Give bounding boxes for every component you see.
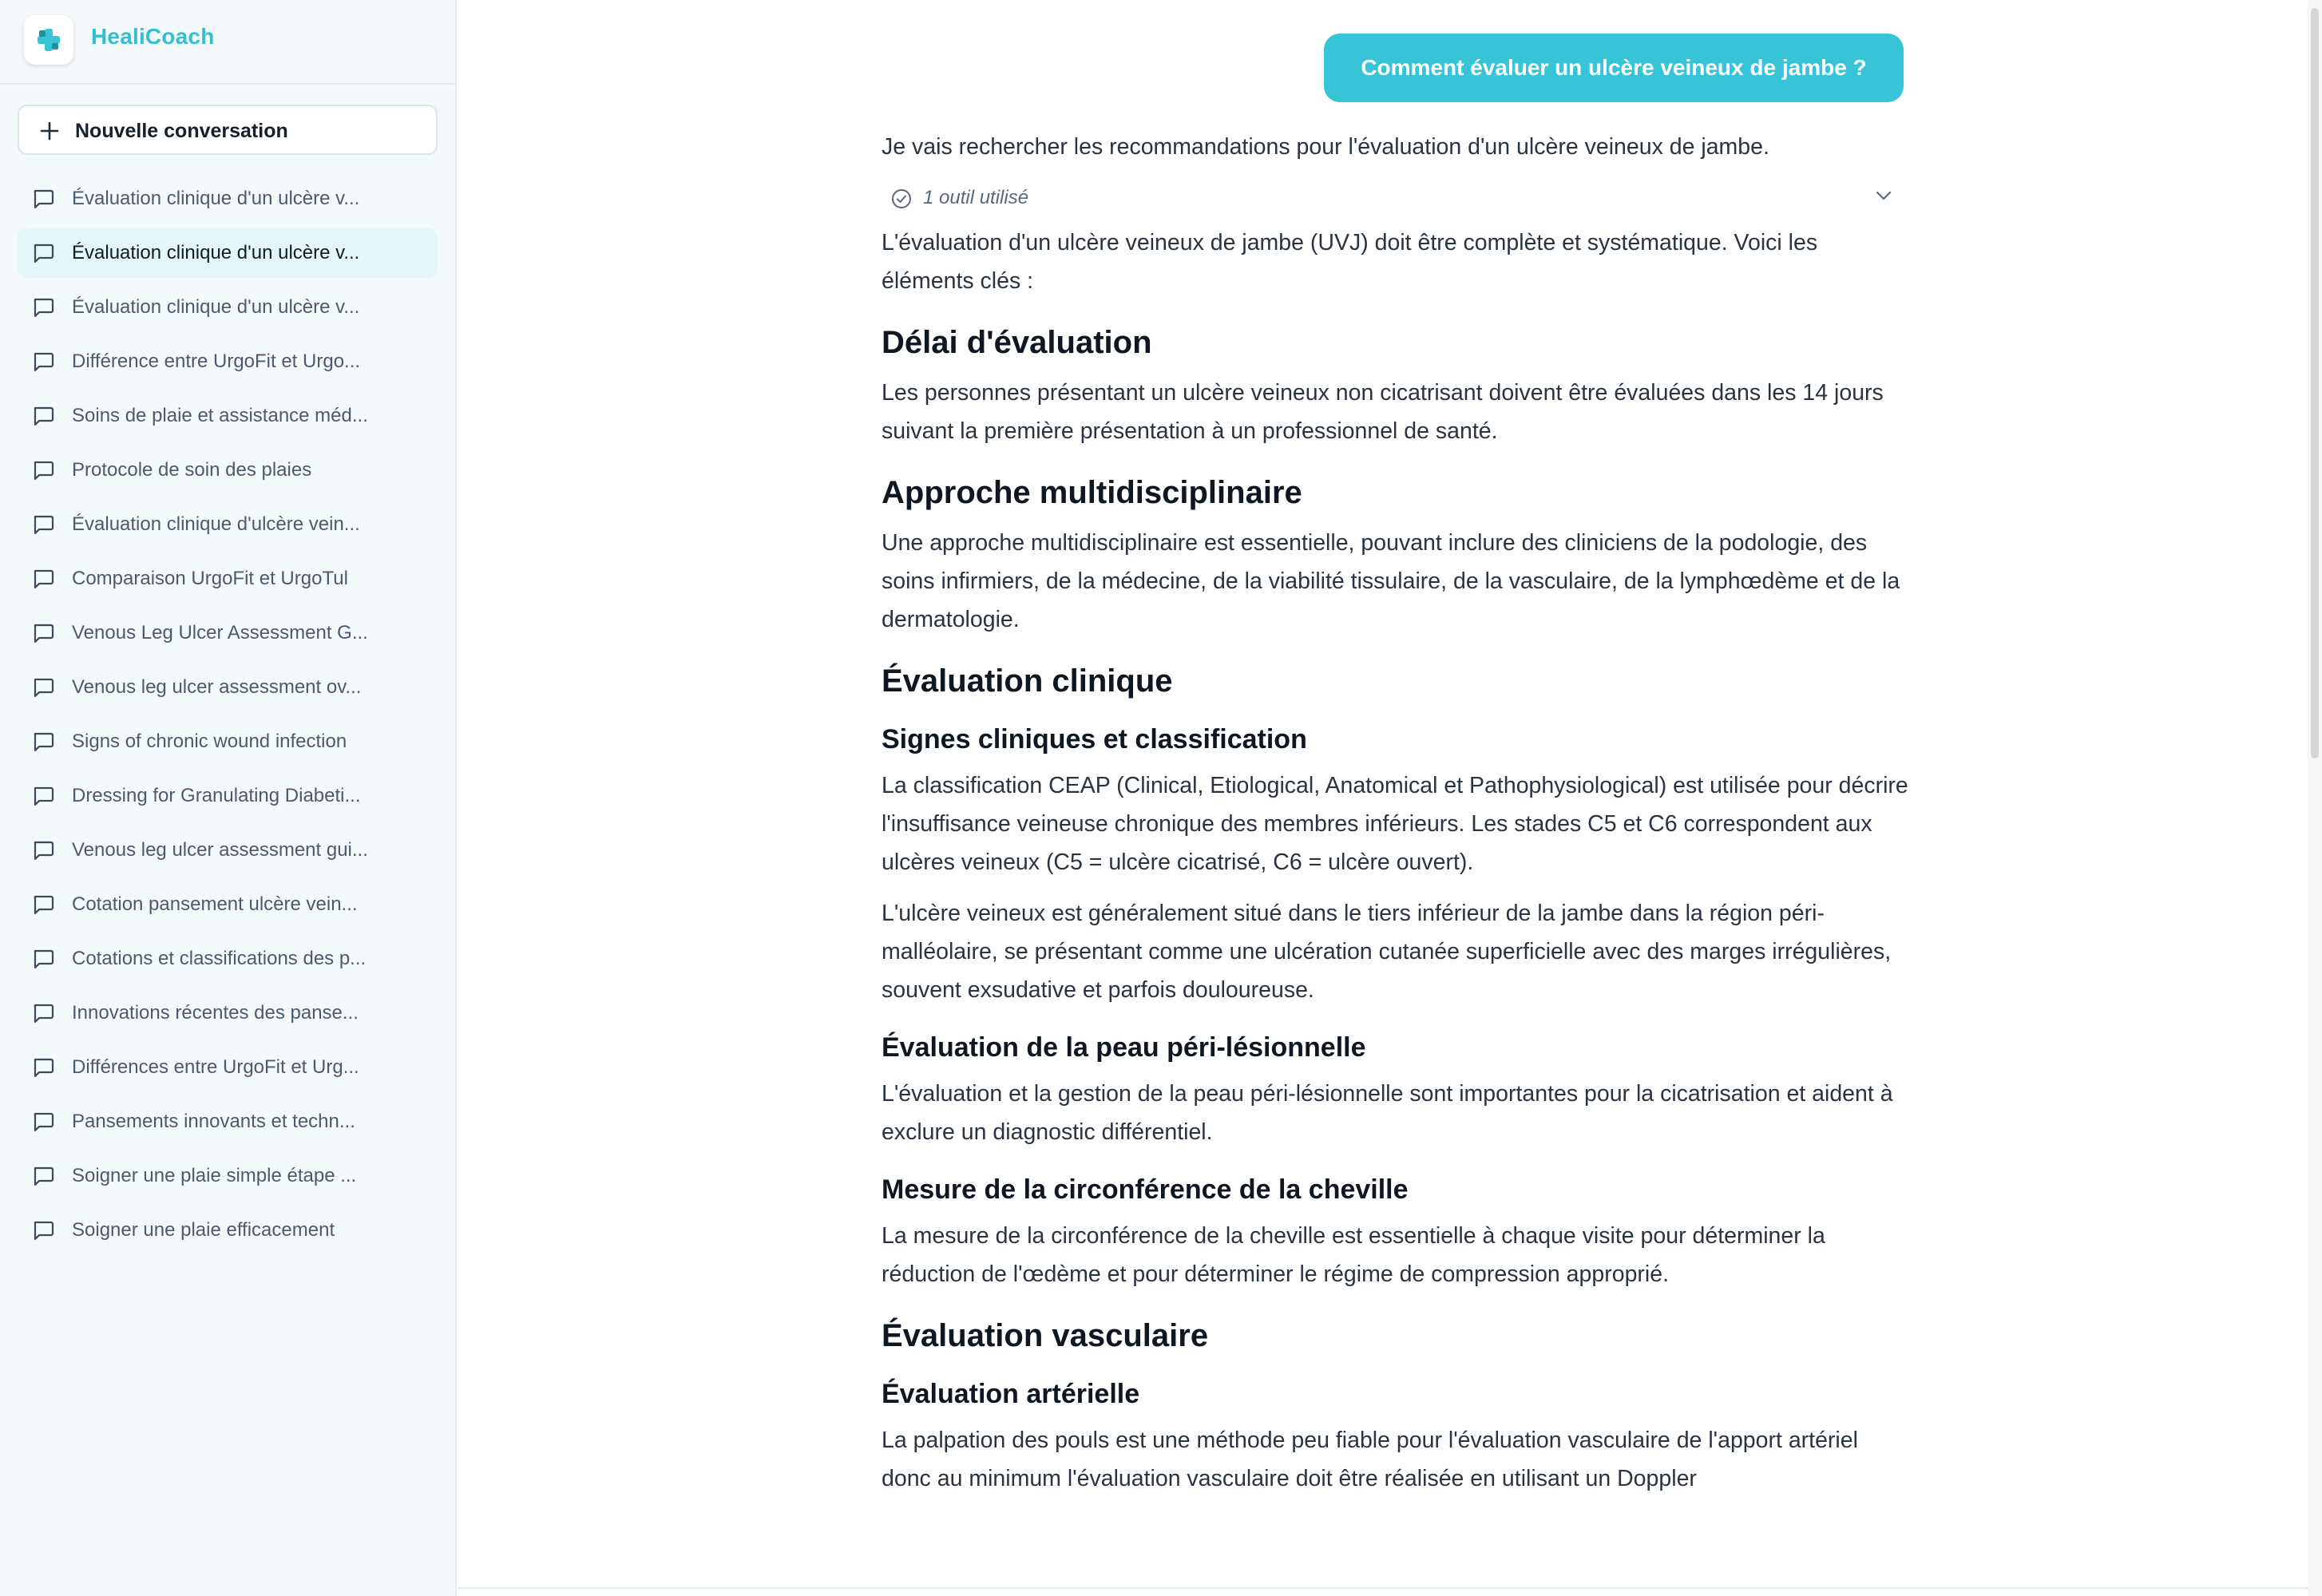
answer-lead: L'évaluation d'un ulcère veineux de jambe (UVJ) doit être complète et systématique. Voici les éléments clés : <box>882 230 1818 294</box>
new-conversation-button[interactable] <box>18 105 438 155</box>
conversation-item[interactable] <box>18 717 438 766</box>
section-heading-multidisciplinaire: Approche multidisciplinaire <box>882 475 1302 510</box>
conversation-item[interactable] <box>18 283 438 332</box>
conversation-title: Évaluation clinique d'un ulcère v... <box>72 188 360 209</box>
conversation-title: Pansements innovants et techn... <box>72 1111 355 1132</box>
conversation-list <box>18 174 438 1260</box>
conversation-item[interactable] <box>18 228 438 278</box>
assistant-answer <box>882 128 1912 1511</box>
chat-bubble-icon <box>32 894 54 915</box>
subsection-text-signes-2: L'ulcère veineux est généralement situé dans le tiers inférieur de la jambe dans la région péri-malléolaire, se présentant comme une ulcération cutanée superficielle avec des marges irrégulières, souvent exsudative et parfois douloureuse. <box>882 901 1892 1003</box>
conversation-title: Différence entre UrgoFit et Urgo... <box>72 350 361 372</box>
subsection-heading-arterielle: Évaluation artérielle <box>882 1379 1140 1409</box>
chat-bubble-icon <box>32 840 54 861</box>
conversation-title: Soigner une plaie efficacement <box>72 1219 335 1241</box>
chat-bubble-icon <box>32 677 54 698</box>
app-name: HealiCoach <box>91 24 215 49</box>
chat-area <box>458 0 2322 1596</box>
conversation-item[interactable] <box>18 880 438 929</box>
chat-bubble-icon <box>32 188 54 209</box>
conversation-title: Évaluation clinique d'un ulcère v... <box>72 242 360 263</box>
brand-header <box>0 0 455 85</box>
tool-usage-label: 1 outil utilisé <box>923 187 1029 208</box>
subsection-heading-signes: Signes cliniques et classification <box>882 724 1307 754</box>
chat-bubble-icon <box>32 786 54 806</box>
conversation-item[interactable] <box>18 988 438 1038</box>
chat-bubble-icon <box>32 1166 54 1186</box>
conversation-title: Comparaison UrgoFit et UrgoTul <box>72 568 348 589</box>
conversation-title: Soigner une plaie simple étape ... <box>72 1165 357 1186</box>
check-circle-icon <box>891 188 912 209</box>
plus-icon <box>38 120 61 142</box>
sidebar <box>0 0 457 1596</box>
subsection-text-peau: L'évaluation et la gestion de la peau péri-lésionnelle sont importantes pour la cicatrisation et aident à exclure un diagnostic différentiel. <box>882 1081 1893 1145</box>
conversation-item[interactable] <box>18 391 438 441</box>
conversation-item[interactable] <box>18 1097 438 1147</box>
conversation-title: Dressing for Granulating Diabeti... <box>72 785 361 806</box>
chat-bubble-icon <box>32 514 54 535</box>
answer-intro: Je vais rechercher les recommandations pour l'évaluation d'un ulcère veineux de jambe. <box>882 134 1769 160</box>
conversation-title: Soins de plaie et assistance méd... <box>72 405 368 426</box>
chat-bubble-icon <box>32 351 54 372</box>
healicoach-logo-icon <box>36 27 61 53</box>
chat-bubble-icon <box>32 1220 54 1241</box>
conversation-title: Cotation pansement ulcère vein... <box>72 893 358 915</box>
section-heading-evaluation-clinique: Évaluation clinique <box>882 663 1173 699</box>
chat-bubble-icon <box>32 406 54 426</box>
subsection-heading-mesure: Mesure de la circonférence de la cheville <box>882 1174 1409 1205</box>
conversation-item[interactable] <box>18 500 438 549</box>
conversation-item[interactable] <box>18 337 438 386</box>
conversation-title: Évaluation clinique d'ulcère vein... <box>72 513 360 535</box>
user-message-bubble: Comment évaluer un ulcère veineux de jambe ? <box>1324 34 1904 102</box>
chat-bubble-icon <box>32 297 54 318</box>
conversation-title: Signs of chronic wound infection <box>72 731 347 752</box>
chat-bubble-icon <box>32 243 54 263</box>
conversation-title: Venous Leg Ulcer Assessment G... <box>72 622 368 644</box>
conversation-item[interactable] <box>18 826 438 875</box>
chat-bubble-icon <box>32 731 54 752</box>
section-text-multidisciplinaire: Une approche multidisciplinaire est essentielle, pouvant inclure des cliniciens de la podologie, des soins infirmiers, de la médecine, de la viabilité tissulaire, de la vasculaire, de la lymphœdème et de la dermatologie. <box>882 530 1900 632</box>
conversation-item[interactable] <box>18 554 438 604</box>
conversation-item[interactable] <box>18 934 438 984</box>
tool-usage-toggle[interactable] <box>882 179 1912 214</box>
subsection-heading-peau: Évaluation de la peau péri-lésionnelle <box>882 1032 1366 1063</box>
conversation-item[interactable] <box>18 174 438 224</box>
conversation-item[interactable] <box>18 1206 438 1255</box>
conversation-title: Venous leg ulcer assessment ov... <box>72 676 362 698</box>
chat-bubble-icon <box>32 1057 54 1078</box>
app-logo[interactable] <box>24 15 73 65</box>
conversation-item[interactable] <box>18 1151 438 1201</box>
subsection-text-arterielle: La palpation des pouls est une méthode peu fiable pour l'évaluation vasculaire de l'apport artériel donc au minimum l'évaluation vasculaire doit être réalisée en utilisant un Doppler <box>882 1428 1858 1491</box>
subsection-text-signes-1: La classification CEAP (Clinical, Etiological, Anatomical et Pathophysiological) est utilisée pour décrire l'insuffisance veineuse chronique des membres inférieurs. Les stades C5 et C6 correspondent aux ulcères veineux (C5 = ulcère cicatrisé, C6 = ulcère ouvert). <box>882 773 1908 875</box>
chat-bubble-icon <box>32 460 54 481</box>
conversation-title: Innovations récentes des panse... <box>72 1002 359 1024</box>
conversation-title: Protocole de soin des plaies <box>72 459 312 481</box>
chat-bubble-icon <box>32 1111 54 1132</box>
scrollbar[interactable] <box>2308 0 2322 1596</box>
conversation-item[interactable] <box>18 1043 438 1092</box>
new-conversation-label: Nouvelle conversation <box>75 120 288 142</box>
composer-top-border <box>458 1587 2322 1589</box>
conversation-item[interactable] <box>18 771 438 821</box>
chat-bubble-icon <box>32 1003 54 1024</box>
conversation-title: Cotations et classifications des p... <box>72 948 367 969</box>
conversation-title: Évaluation clinique d'un ulcère v... <box>72 296 360 318</box>
chat-bubble-icon <box>32 568 54 589</box>
section-heading-vasculaire: Évaluation vasculaire <box>882 1318 1209 1353</box>
scrollbar-thumb[interactable] <box>2311 8 2319 758</box>
section-heading-delai: Délai d'évaluation <box>882 325 1152 360</box>
chat-bubble-icon <box>32 623 54 644</box>
conversation-item[interactable] <box>18 608 438 658</box>
conversation-item[interactable] <box>18 446 438 495</box>
conversation-item[interactable] <box>18 663 438 712</box>
chat-bubble-icon <box>32 948 54 969</box>
conversation-title: Venous leg ulcer assessment gui... <box>72 839 368 861</box>
chevron-down-icon <box>1875 190 1892 201</box>
conversation-title: Différences entre UrgoFit et Urg... <box>72 1056 359 1078</box>
section-text-delai: Les personnes présentant un ulcère veineux non cicatrisant doivent être évaluées dans les 14 jours suivant la première présentation à un professionnel de santé. <box>882 380 1884 444</box>
subsection-text-mesure: La mesure de la circonférence de la cheville est essentielle à chaque visite pour déterminer la réduction de l'œdème et pour déterminer le régime de compression approprié. <box>882 1223 1825 1287</box>
